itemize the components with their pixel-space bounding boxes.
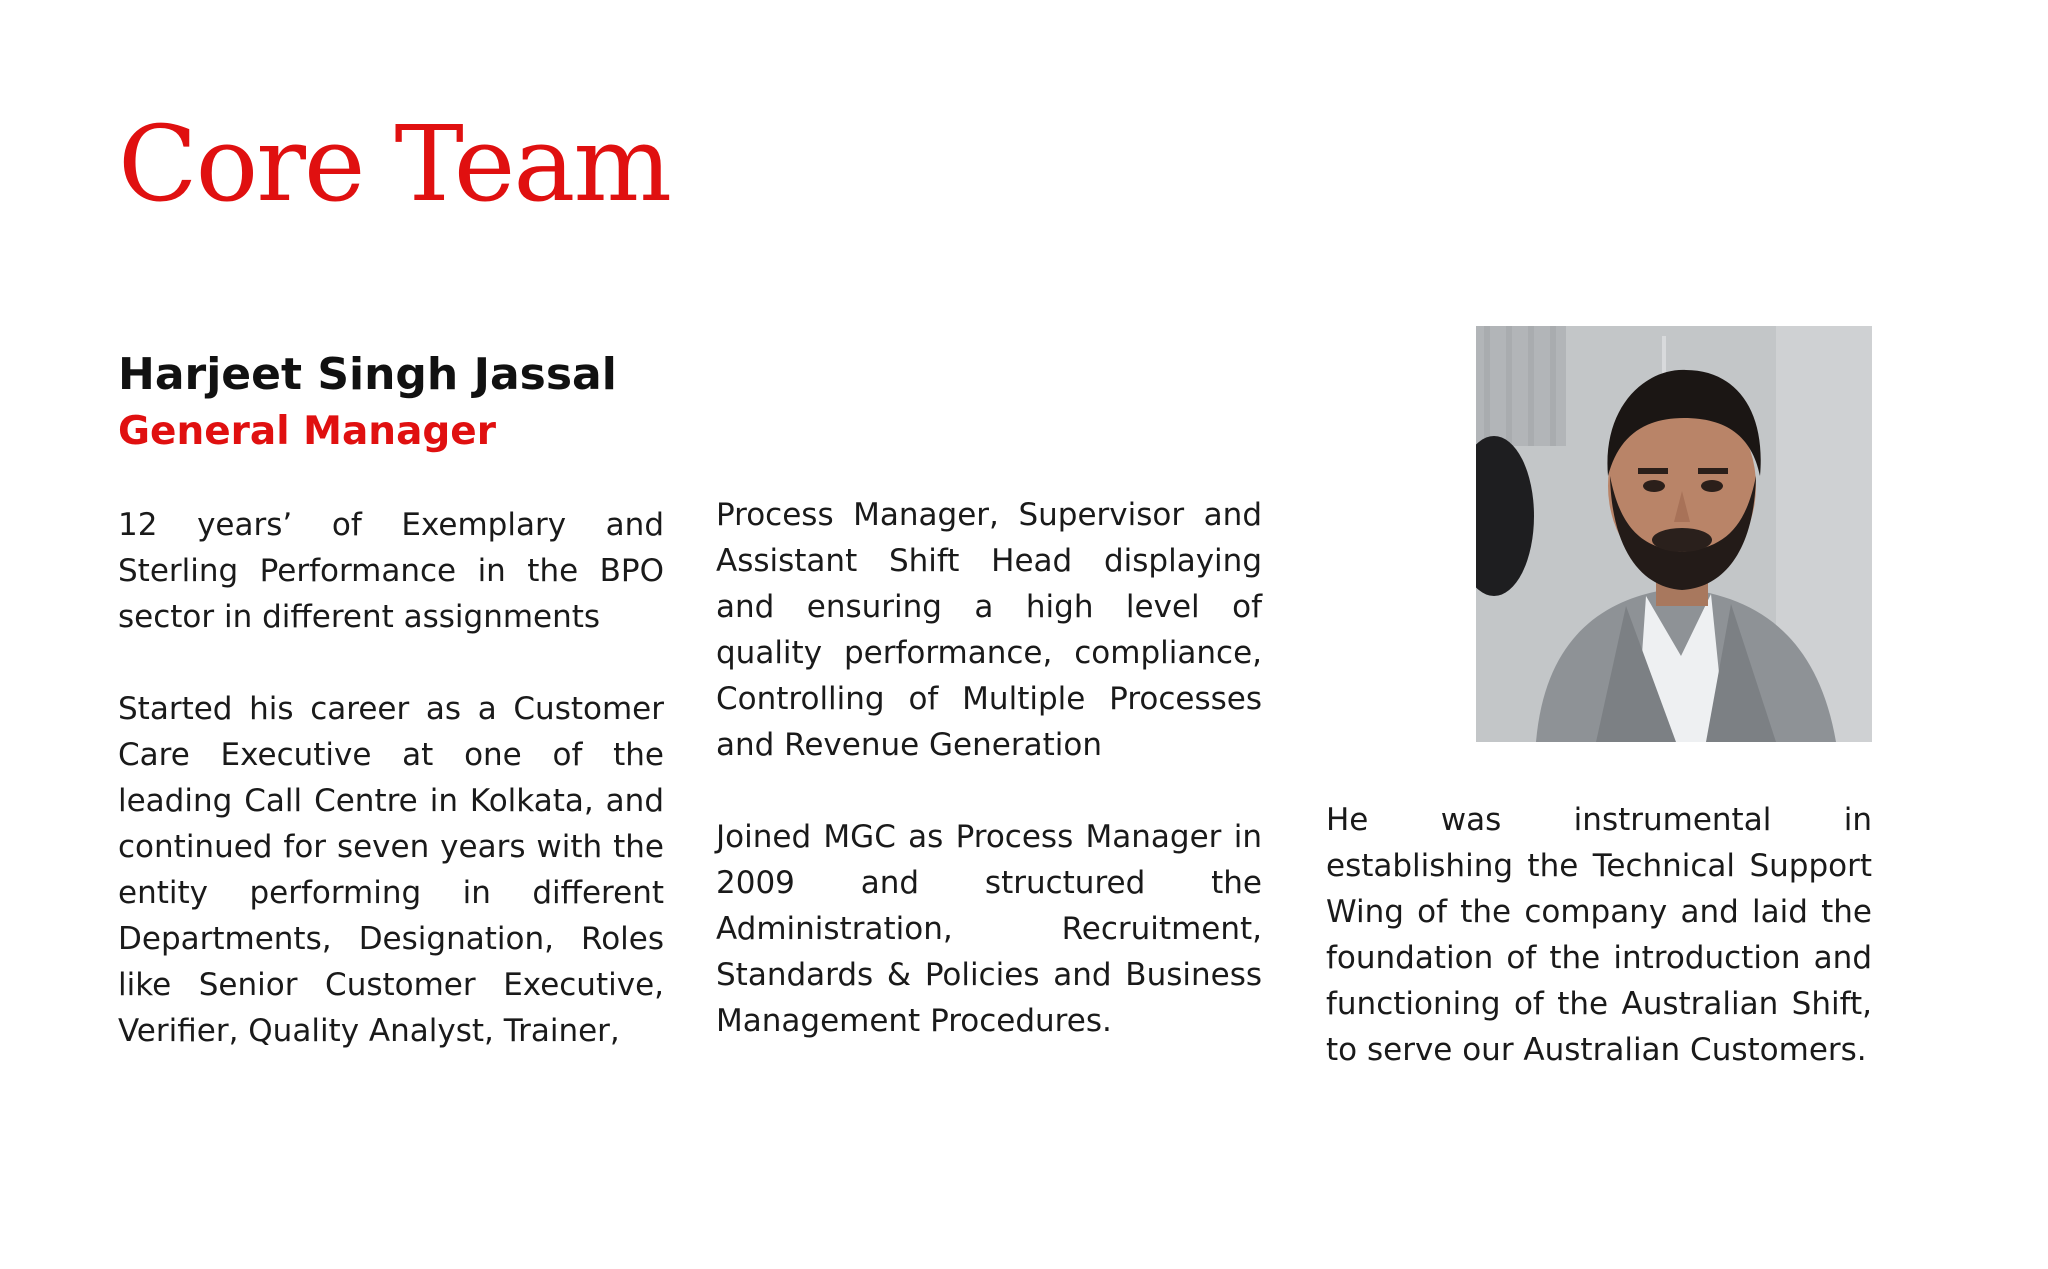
bio-paragraph: Process Manager, Supervisor and Assistant Shift Head displaying and ensuring a high level of quality performance, compliance, Controlling of Multiple Processes and Revenue Generation — [716, 497, 1262, 763]
bio-paragraph: Joined MGC as Process Manager in 2009 and structured the Administration, Recruitment, Standards & Policies and Business Management Procedures. — [716, 819, 1262, 1039]
bio-column-1 — [118, 502, 664, 1054]
bio-column-3 — [1326, 797, 1872, 1073]
bio-paragraph: 12 years’ of Exemplary and Sterling Performance in the BPO sector in different assignments — [118, 507, 664, 635]
slide-title: Core Team — [118, 103, 670, 225]
person-name: Harjeet Singh Jassal — [118, 349, 617, 400]
portrait-photo — [1476, 326, 1872, 742]
bio-column-2 — [716, 492, 1262, 1044]
bio-paragraph: He was instrumental in establishing the Technical Support Wing of the company and laid the foundation of the introduction and functioning of the Australian Shift, to serve our Australian Customers. — [1326, 802, 1872, 1068]
bio-paragraph: Started his career as a Customer Care Executive at one of the leading Call Centre in Kolkata, and continued for seven years with the entity performing in different Departments, Designation, Roles like Senior Customer Executive, Verifier, Quality Analyst, Trainer, — [118, 691, 664, 1049]
person-role: General Manager — [118, 409, 496, 454]
